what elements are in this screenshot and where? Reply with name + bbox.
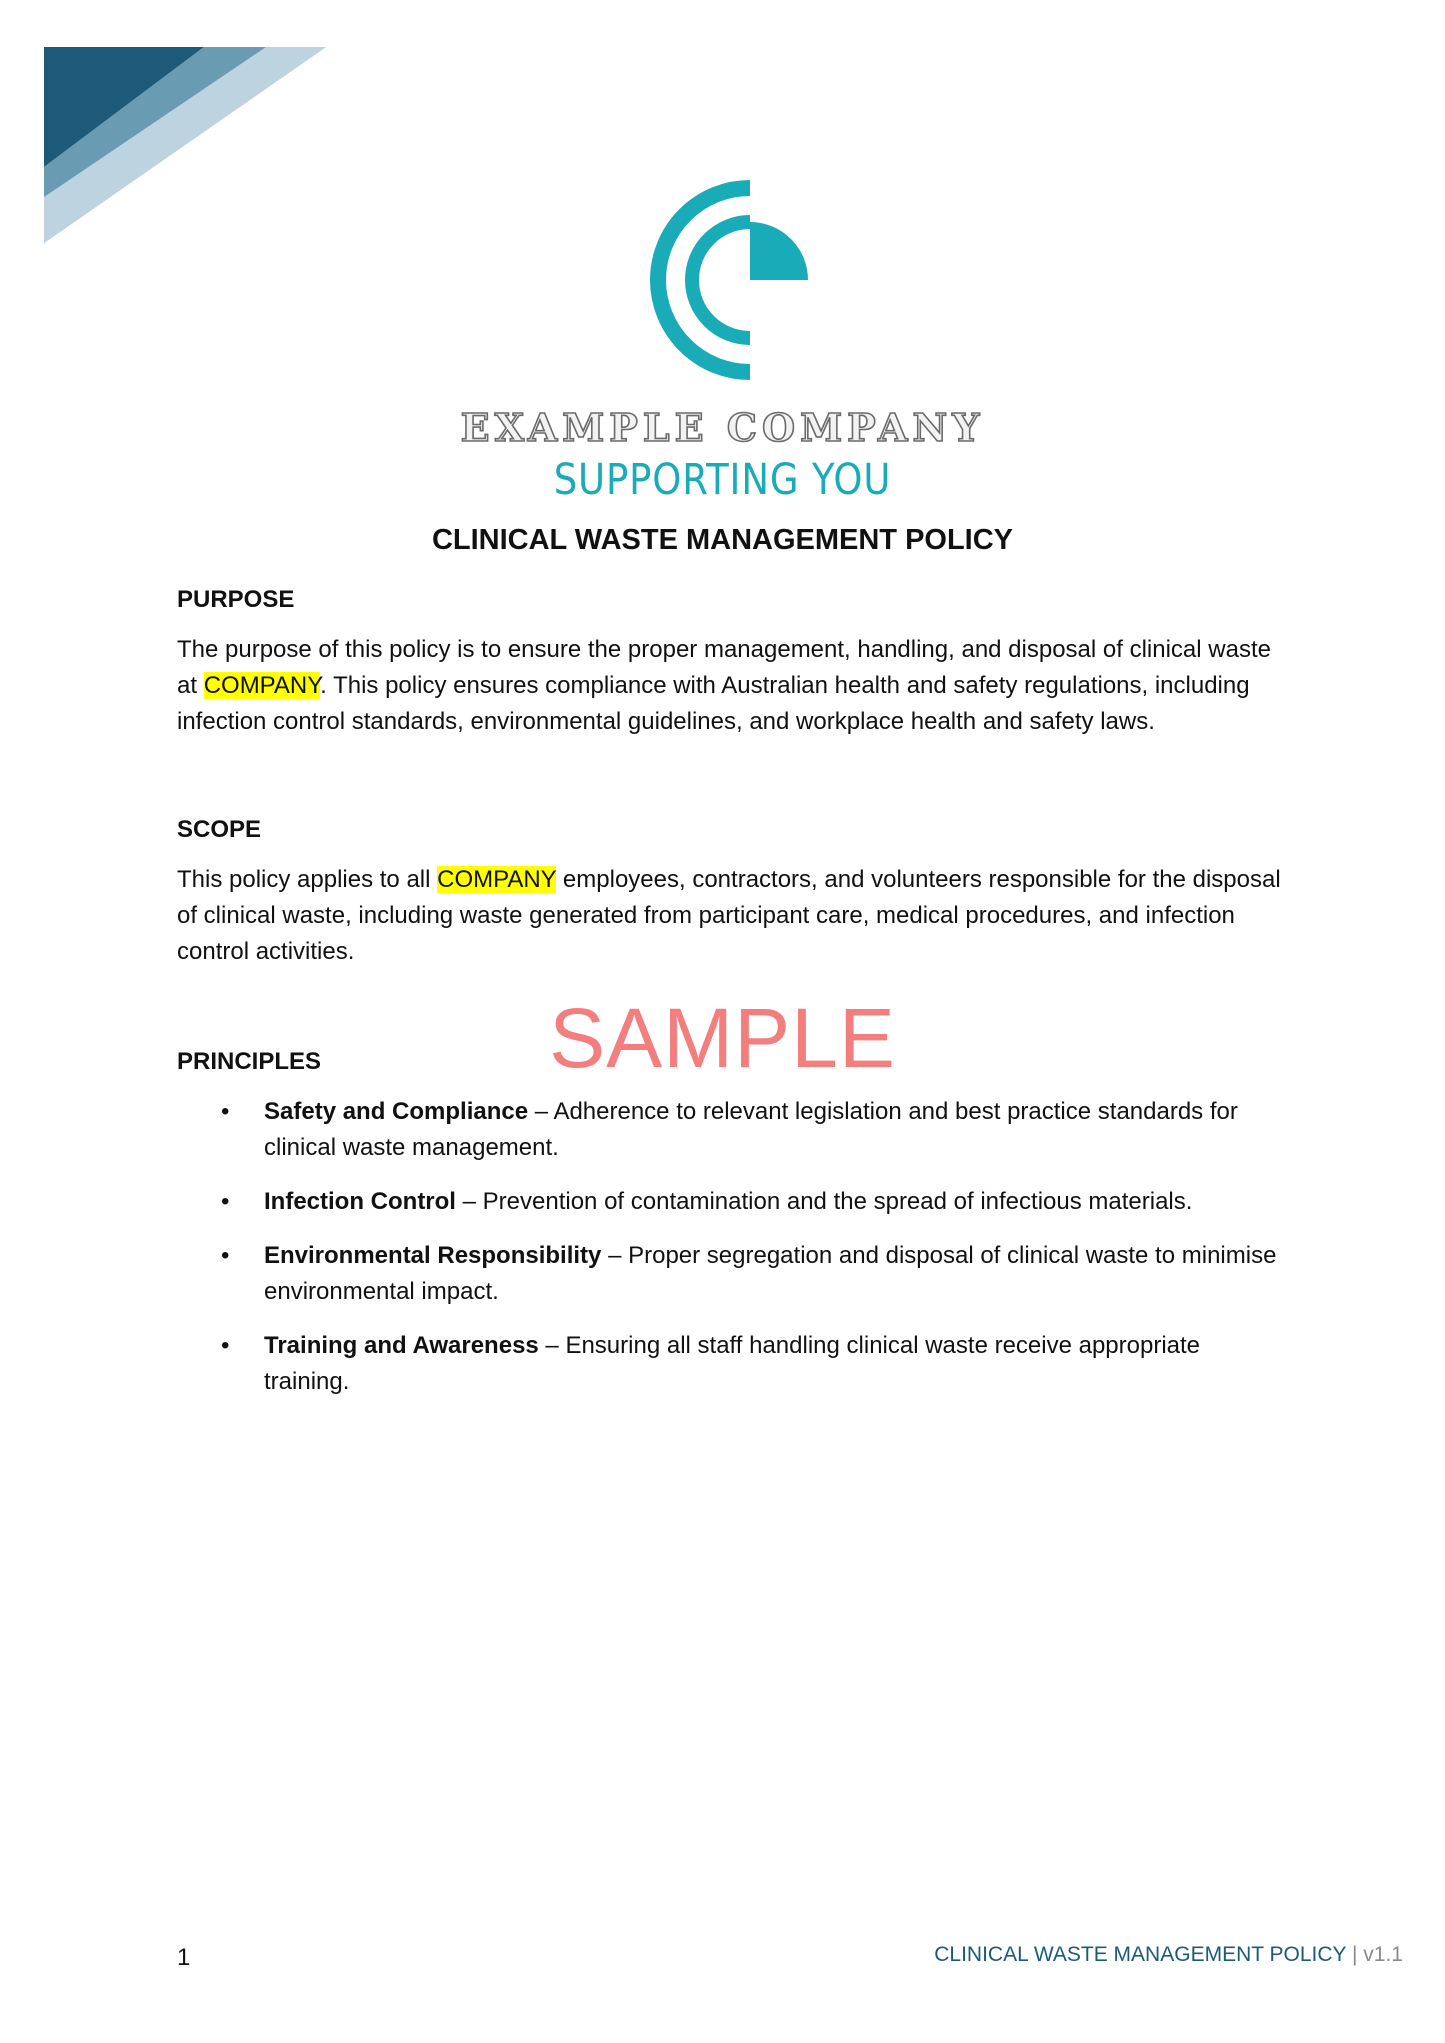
document-title: CLINICAL WASTE MANAGEMENT POLICY <box>431 524 1014 556</box>
company-placeholder-highlight: COMPANY <box>203 672 321 699</box>
company-placeholder-highlight: COMPANY <box>437 866 557 893</box>
principle-term: Infection Control <box>264 1188 456 1215</box>
principles-heading: PRINCIPLES <box>177 1048 322 1075</box>
list-item <box>177 1328 1287 1400</box>
principle-term: Training and Awareness <box>264 1332 539 1359</box>
footer-version: | v1.1 <box>1346 1943 1403 1966</box>
scope-heading: SCOPE <box>177 816 262 843</box>
principles-list <box>177 1094 1287 1400</box>
sample-watermark: SAMPLE <box>549 991 896 1085</box>
purpose-paragraph <box>177 632 1287 740</box>
bullet-icon: • <box>221 1188 230 1215</box>
scope-paragraph <box>177 862 1287 970</box>
principle-description: – Proper segregation and disposal of clinical waste to minimise environmental impact. <box>264 1242 1277 1305</box>
purpose-heading: PURPOSE <box>177 586 295 613</box>
footer-document-title: CLINICAL WASTE MANAGEMENT POLICY <box>934 1943 1347 1966</box>
company-name: EXAMPLE COMPANY <box>460 405 985 450</box>
scope-text-end: employees, contractors, and volunteers responsible for the disposal of clinical waste, including waste generated from participant care, medical procedures, and infection control activities. <box>177 866 1281 965</box>
bullet-icon: • <box>221 1242 230 1269</box>
footer-title <box>934 1943 1403 1967</box>
bullet-icon: • <box>221 1098 230 1125</box>
page-number: 1 <box>177 1944 191 1971</box>
purpose-text-start: The purpose of this policy is to ensure the proper management, handling, and disposal of clinical waste at <box>177 636 1271 699</box>
principle-term: Environmental Responsibility <box>264 1242 602 1269</box>
company-tagline: SUPPORTING YOU <box>553 455 892 505</box>
principle-description: – Prevention of contamination and the spread of infectious materials. <box>455 1188 1193 1215</box>
principle-description: – Ensuring all staff handling clinical waste receive appropriate training. <box>264 1332 1201 1395</box>
corner-decoration <box>44 47 326 243</box>
principle-term: Safety and Compliance <box>264 1098 529 1125</box>
company-logo-icon <box>635 180 820 380</box>
list-item <box>177 1238 1287 1310</box>
bullet-icon: • <box>221 1332 230 1359</box>
principle-description: – Adherence to relevant legislation and best practice standards for clinical waste management. <box>264 1098 1238 1161</box>
purpose-text-end: . This policy ensures compliance with Australian health and safety regulations, including infection control standards, environmental guidelines, and workplace health and safety laws. <box>177 672 1250 735</box>
list-item <box>177 1094 1287 1166</box>
list-item <box>177 1184 1287 1220</box>
scope-text-start: This policy applies to all <box>177 866 438 893</box>
